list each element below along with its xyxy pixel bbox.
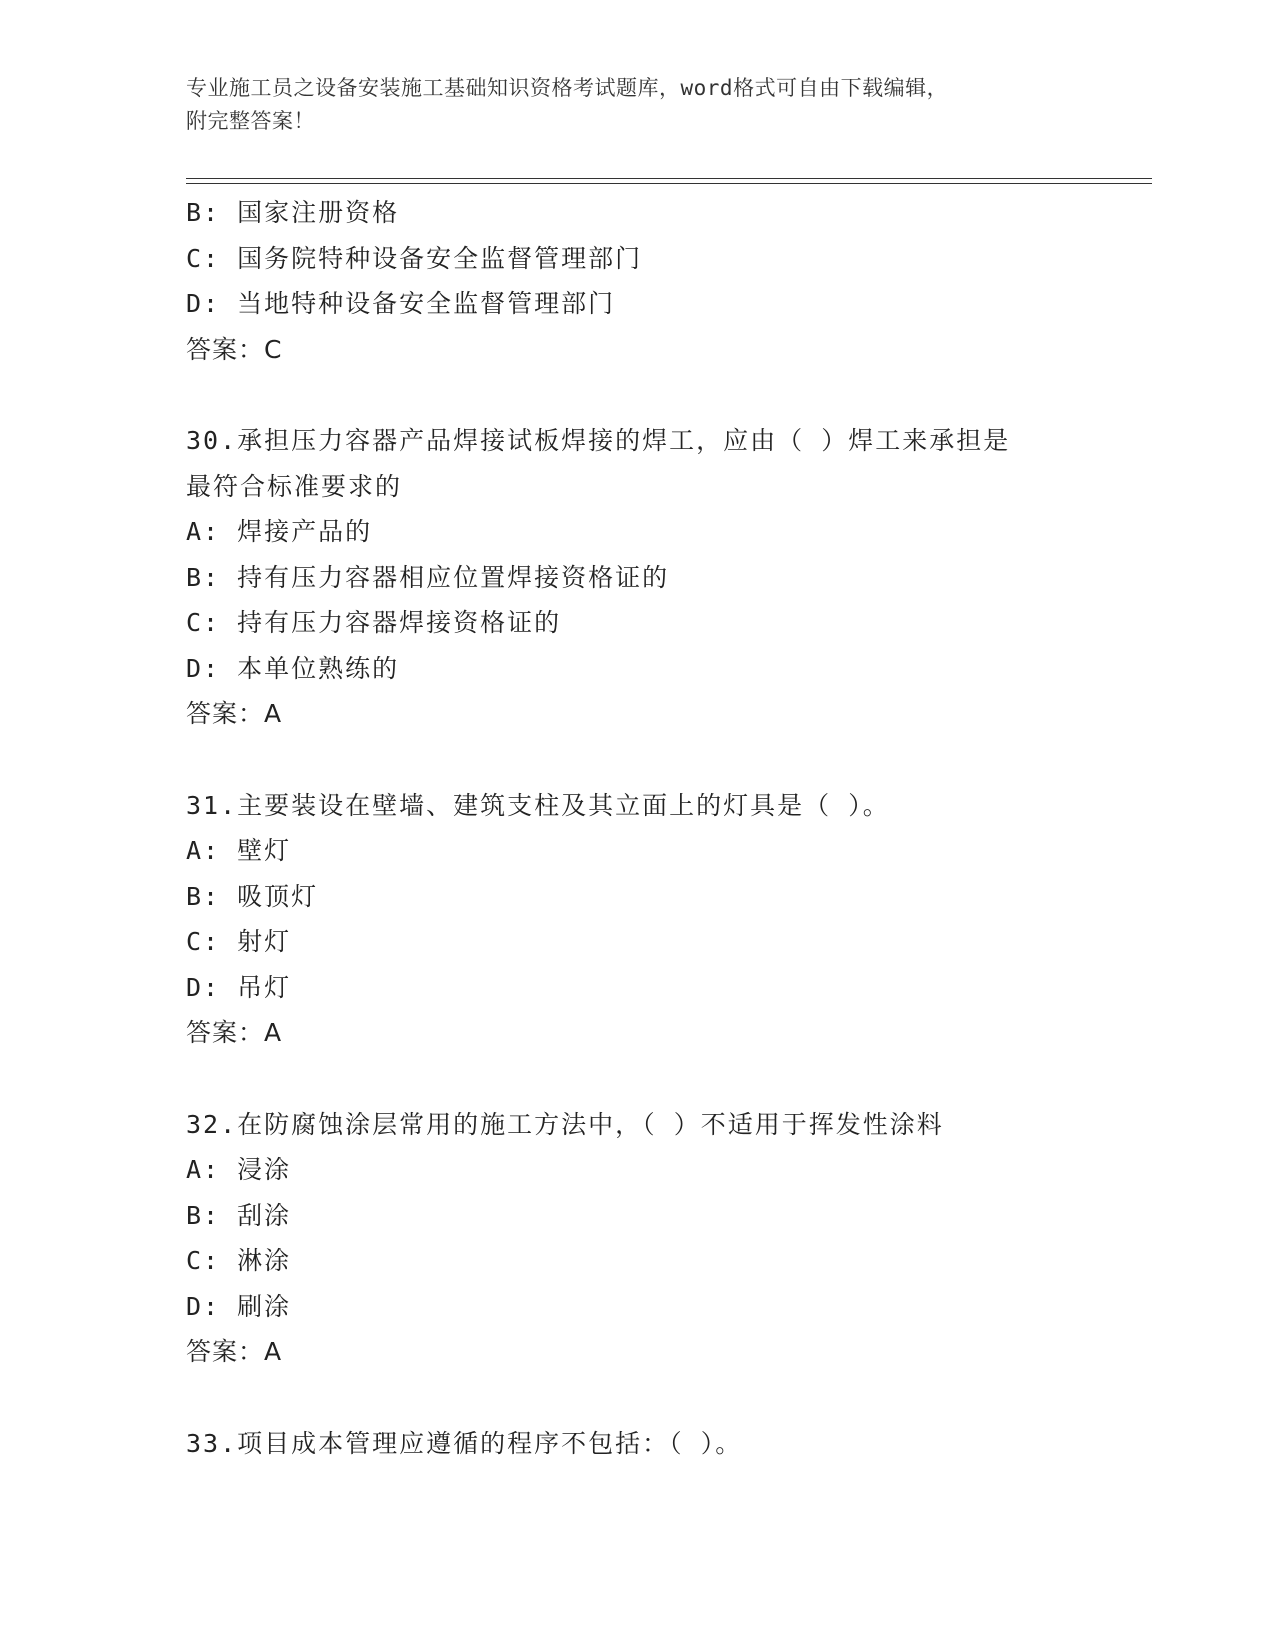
continued-question <box>186 190 1146 372</box>
option-line <box>186 874 1146 920</box>
option-line <box>186 965 1146 1011</box>
option-key: A: <box>186 517 221 546</box>
option-line <box>186 281 1146 327</box>
question-stem: 30.承担压力容器产品焊接试板焊接的焊工，应由（ ）焊工来承担是 <box>186 426 1011 455</box>
option-key: C: <box>186 927 221 956</box>
option-line <box>186 919 1146 965</box>
option-line <box>186 1284 1146 1330</box>
answer-line: 答案：C <box>186 334 283 364</box>
header-line-2: 附完整答案！ <box>186 109 315 133</box>
option-key: D: <box>186 1291 221 1321</box>
document-header <box>186 72 1086 138</box>
option-key: D: <box>186 653 221 683</box>
option-text: 刷涂 <box>237 1291 292 1321</box>
question-31 <box>186 783 1146 1056</box>
option-text: 当地特种设备安全监督管理部门 <box>237 289 616 318</box>
question-list <box>186 190 1146 1466</box>
option-line <box>186 236 1146 282</box>
option-text: 国务院特种设备安全监督管理部门 <box>237 243 643 273</box>
question-32 <box>186 1102 1146 1375</box>
question-30 <box>186 418 1146 737</box>
question-33 <box>186 1421 1146 1467</box>
option-line <box>186 509 1146 555</box>
answer-line: 答案：A <box>186 699 283 728</box>
option-text: 淋涂 <box>237 1246 292 1275</box>
option-text: 刮涂 <box>237 1200 292 1230</box>
option-text: 焊接产品的 <box>237 517 373 546</box>
option-key: A: <box>186 1155 221 1184</box>
option-text: 国家注册资格 <box>237 198 400 227</box>
option-line <box>186 190 1146 236</box>
header-divider-bottom <box>186 183 1152 184</box>
option-key: A: <box>186 836 221 865</box>
option-line <box>186 828 1146 874</box>
option-text: 浸涂 <box>237 1155 292 1184</box>
header-divider-top <box>186 178 1152 179</box>
question-stem: 32.在防腐蚀涂层常用的施工方法中，（ ）不适用于挥发性涂料 <box>186 1109 944 1139</box>
option-key: C: <box>186 1246 221 1275</box>
option-text: 持有压力容器焊接资格证的 <box>237 608 562 637</box>
question-stem: 31.主要装设在壁墙、建筑支柱及其立面上的灯具是（ ）。 <box>186 790 890 820</box>
option-key: C: <box>186 608 221 637</box>
header-line-1: 专业施工员之设备安装施工基础知识资格考试题库，word格式可自由下载编辑， <box>186 76 949 100</box>
option-text: 本单位熟练的 <box>237 653 400 683</box>
option-key: B: <box>186 881 221 911</box>
option-line <box>186 1147 1146 1193</box>
answer-line: 答案：A <box>186 1337 283 1366</box>
option-key: B: <box>186 1200 221 1230</box>
option-line <box>186 1238 1146 1284</box>
option-line <box>186 646 1146 692</box>
option-text: 吊灯 <box>237 972 292 1002</box>
option-line <box>186 600 1146 646</box>
answer-line: 答案：A <box>186 1018 283 1047</box>
option-key: D: <box>186 972 221 1002</box>
option-line <box>186 555 1146 601</box>
option-text: 壁灯 <box>237 836 292 865</box>
option-text: 射灯 <box>237 927 292 956</box>
option-key: B: <box>186 562 221 592</box>
option-key: B: <box>186 198 221 227</box>
option-key: C: <box>186 243 221 273</box>
option-key: D: <box>186 289 221 318</box>
option-text: 吸顶灯 <box>237 881 319 911</box>
question-stem: 33.项目成本管理应遵循的程序不包括：（ ）。 <box>186 1428 743 1458</box>
question-stem-continued: 最符合标准要求的 <box>186 471 403 501</box>
option-text: 持有压力容器相应位置焊接资格证的 <box>237 562 670 592</box>
option-line <box>186 1193 1146 1239</box>
